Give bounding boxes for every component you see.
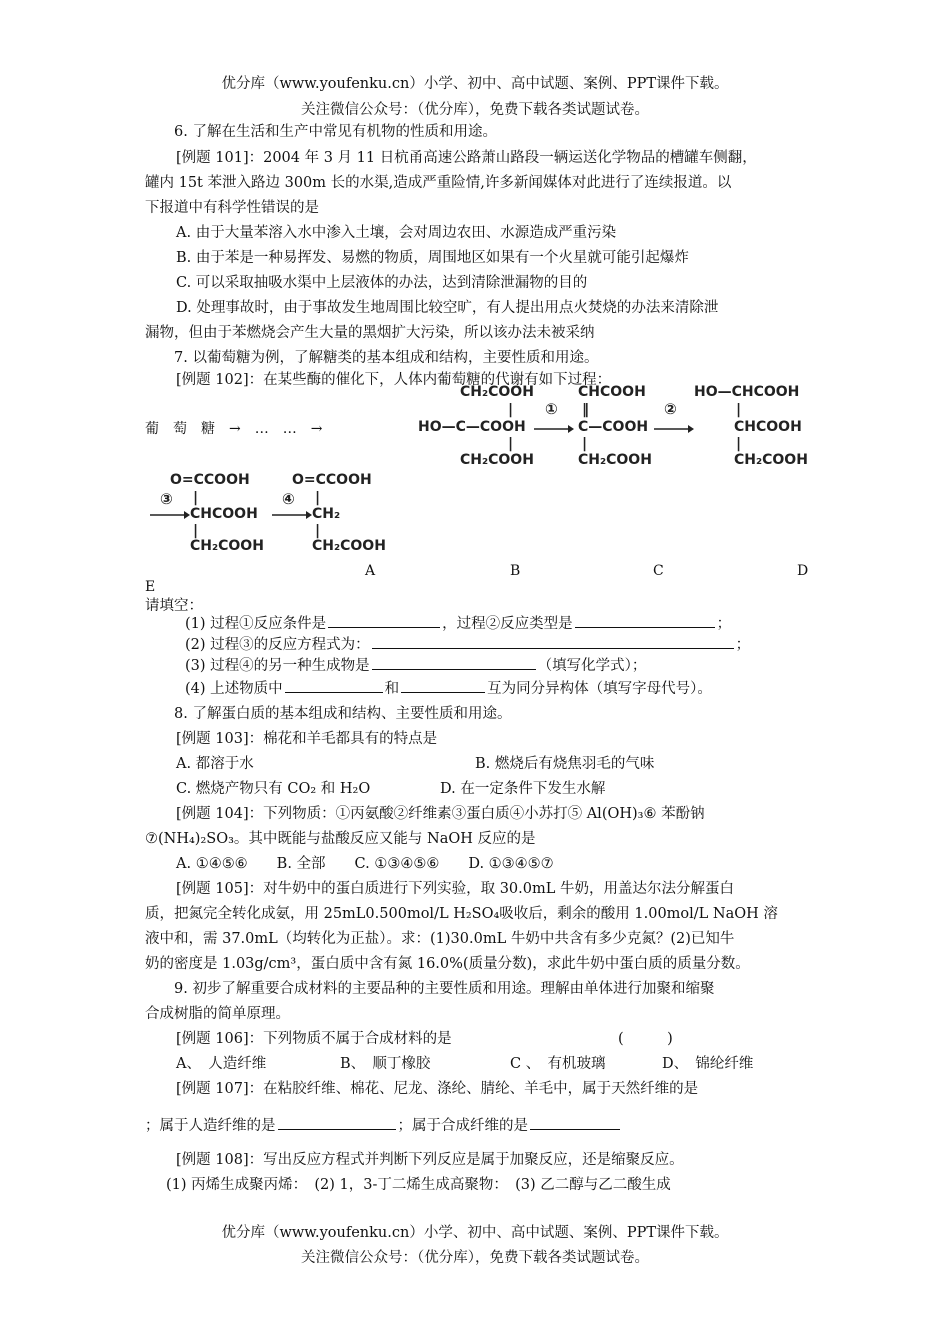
answer-blank-7[interactable] bbox=[278, 1115, 396, 1130]
q108-line-2: (1) 丙烯生成聚丙烯： (2) 1，3-丁二烯生成高聚物： (3) 乙二醇与乙二酸生成 bbox=[166, 1177, 671, 1193]
label-e: E bbox=[145, 579, 156, 595]
q102-part-4-text-c: 互为同分异构体（填写字母代号）。 bbox=[487, 681, 712, 697]
q103-option-a: A. 都溶于水 bbox=[176, 756, 254, 772]
step-1-circle: ① bbox=[545, 400, 558, 418]
q107-text-a: ；属于人造纤维的是 bbox=[145, 1118, 276, 1134]
q108-line-1: [例题 108]：写出反应方程式并判断下列反应是属于加聚反应，还是缩聚反应。 bbox=[176, 1152, 684, 1168]
q102-intro: [例题 102]：在某些酶的催化下，人体内葡萄糖的代谢有如下过程： bbox=[176, 372, 612, 388]
compound-a-bond-top: | bbox=[508, 402, 514, 418]
q106-option-d: D、 锦纶纤维 bbox=[662, 1056, 754, 1072]
q107-line-2 bbox=[145, 1115, 622, 1136]
q106-option-a: A、 人造纤维 bbox=[176, 1056, 267, 1072]
arrow-4-icon bbox=[272, 510, 312, 520]
compound-d-top: O=CCOOH bbox=[170, 472, 250, 488]
glucose-label: 葡 萄 糖 → … … → bbox=[145, 421, 323, 437]
compound-e-bond-top: | bbox=[315, 490, 321, 506]
section-7-title: 7. 以葡萄糖为例，了解糖类的基本组成和结构，主要性质和用途。 bbox=[174, 350, 599, 366]
label-d: D bbox=[797, 563, 809, 579]
section-6-title: 6. 了解在生活和生产中常见有机物的性质和用途。 bbox=[174, 124, 497, 140]
q102-part-1 bbox=[185, 613, 731, 634]
q102-part-1-text-c: ； bbox=[716, 616, 732, 632]
q102-part-3-text-a: (3) 过程④的另一种生成物是 bbox=[185, 658, 370, 674]
compound-d-bottom: CH₂COOH bbox=[190, 538, 264, 554]
q102-part-1-text-a: (1) 过程①反应条件是 bbox=[185, 616, 327, 632]
section-8-title: 8. 了解蛋白质的基本组成和结构、主要性质和用途。 bbox=[174, 706, 512, 722]
q106-option-b: B、 顺丁橡胶 bbox=[340, 1056, 431, 1072]
q102-part-3 bbox=[185, 655, 646, 676]
answer-blank-8[interactable] bbox=[530, 1115, 620, 1130]
footer-line-1: 优分库（www.youfenku.cn）小学、初中、高中试题、案例、PPT课件下载。 bbox=[221, 1225, 729, 1241]
header-line-2: 关注微信公众号：（优分库），免费下载各类试题试卷。 bbox=[301, 102, 649, 118]
header-line-1: 优分库（www.youfenku.cn）小学、初中、高中试题、案例、PPT课件下载。 bbox=[221, 76, 729, 92]
compound-a-bottom: CH₂COOH bbox=[460, 452, 534, 468]
compound-c-bond-bottom: | bbox=[736, 436, 742, 452]
compound-c-bond-top: | bbox=[736, 402, 742, 418]
q105-line-3: 液中和，需 37.0mL（均转化为正盐）。求：(1)30.0mL 牛奶中共含有多少克氮？(2)已知牛 bbox=[145, 931, 735, 947]
compound-b-center: C—COOH bbox=[578, 419, 649, 435]
q101-line-3: 下报道中有科学性错误的是 bbox=[145, 200, 319, 216]
compound-e-bond-bottom: | bbox=[315, 523, 321, 539]
compound-c-bottom: CH₂COOH bbox=[734, 452, 808, 468]
q102-part-4-text-a: (4) 上述物质中 bbox=[185, 681, 283, 697]
compound-a-center: HO—C—COOH bbox=[418, 419, 526, 435]
q102-part-1-text-b: ，过程②反应类型是 bbox=[442, 616, 573, 632]
q103-option-c: C. 燃烧产物只有 CO₂ 和 H₂O bbox=[176, 781, 371, 797]
q104-line-1: [例题 104]：下列物质：①丙氨酸②纤维素③蛋白质④小苏打⑤ Al(OH)₃⑥ 苯酚钠 bbox=[176, 806, 705, 822]
q102-part-3-text-b: （填写化学式）； bbox=[537, 658, 647, 674]
compound-e-top: O=CCOOH bbox=[292, 472, 372, 488]
q102-part-2 bbox=[185, 634, 750, 655]
q102-part-2-text-b: ； bbox=[735, 637, 751, 653]
q105-line-4: 奶的密度是 1.03g/cm³，蛋白质中含有氮 16.0%(质量分数)，求此牛奶中蛋白质的质量分数。 bbox=[145, 956, 750, 972]
step-2-circle: ② bbox=[664, 400, 677, 418]
section-9-line-2: 合成树脂的简单原理。 bbox=[145, 1006, 290, 1022]
compound-e-center: CH₂ bbox=[312, 506, 341, 522]
q104-line-2: ⑦(NH₄)₂SO₃。其中既能与盐酸反应又能与 NaOH 反应的是 bbox=[145, 831, 536, 847]
answer-blank-6[interactable] bbox=[401, 678, 485, 693]
answer-blank-4[interactable] bbox=[372, 655, 536, 670]
label-b: B bbox=[510, 563, 521, 579]
q105-line-1: [例题 105]：对牛奶中的蛋白质进行下列实验，取 30.0mL 牛奶，用盖达尔法分解蛋白 bbox=[176, 881, 734, 897]
compound-b-top: CHCOOH bbox=[578, 384, 646, 400]
step-3-circle: ③ bbox=[160, 490, 173, 508]
answer-blank-5[interactable] bbox=[285, 678, 383, 693]
q101-option-a: A. 由于大量苯溶入水中渗入土壤，会对周边农田、水源造成严重污染 bbox=[176, 225, 617, 241]
step-4-circle: ④ bbox=[282, 490, 295, 508]
q101-option-b: B. 由于苯是一种易挥发、易燃的物质，周围地区如果有一个火星就可能引起爆炸 bbox=[176, 250, 689, 266]
q103-option-b: B. 燃烧后有烧焦羽毛的气味 bbox=[475, 756, 655, 772]
answer-blank-1[interactable] bbox=[328, 613, 440, 628]
arrow-2-icon bbox=[654, 424, 694, 434]
compound-a-top: CH₂COOH bbox=[460, 384, 534, 400]
q106-answer-paren[interactable]: ( ) bbox=[618, 1031, 673, 1047]
q107-text-b: ；属于合成纤维的是 bbox=[397, 1118, 528, 1134]
compound-c-top: HO—CHCOOH bbox=[694, 384, 800, 400]
q105-line-2: 质，把氮完全转化成氨，用 25mL0.500mol/L H₂SO₄吸收后，剩余的酸用 1.00mol/L NaOH 溶 bbox=[145, 906, 778, 922]
q104-options: A. ①④⑤⑥ B. 全部 C. ①③④⑤⑥ D. ①③④⑤⑦ bbox=[176, 856, 554, 872]
arrow-1-icon bbox=[534, 424, 574, 434]
arrow-3-icon bbox=[150, 510, 190, 520]
q106-option-c: C 、 有机玻璃 bbox=[510, 1056, 606, 1072]
compound-c-center: CHCOOH bbox=[734, 419, 802, 435]
compound-b-double-bond: ‖ bbox=[582, 402, 589, 418]
compound-d-bond-bottom: | bbox=[193, 523, 199, 539]
footer-line-2: 关注微信公众号：（优分库），免费下载各类试题试卷。 bbox=[301, 1250, 649, 1266]
compound-d-center: CHCOOH bbox=[190, 506, 258, 522]
q103-stem: [例题 103]：棉花和羊毛都具有的特点是 bbox=[176, 731, 438, 747]
q102-fill-prompt: 请填空： bbox=[145, 598, 203, 614]
q107-line-1: [例题 107]：在粘胶纤维、棉花、尼龙、涤纶、腈纶、羊毛中，属于天然纤维的是 bbox=[176, 1081, 699, 1097]
compound-a-bond-bottom: | bbox=[508, 436, 514, 452]
answer-blank-3[interactable] bbox=[372, 634, 734, 649]
label-a: A bbox=[365, 563, 376, 579]
compound-b-bond-bottom: | bbox=[582, 436, 588, 452]
q103-option-d: D. 在一定条件下发生水解 bbox=[440, 781, 606, 797]
q102-part-4-text-b: 和 bbox=[384, 681, 400, 697]
compound-b-bottom: CH₂COOH bbox=[578, 452, 652, 468]
q101-line-1: [例题 101]：2004 年 3 月 11 日杭甬高速公路萧山路段一辆运送化学物品的槽罐车侧翻， bbox=[176, 150, 757, 166]
q101-option-c: C. 可以采取抽吸水渠中上层液体的办法，达到清除泄漏物的目的 bbox=[176, 275, 588, 291]
q101-line-2: 罐内 15t 苯泄入路边 300m 长的水渠,造成严重险情,许多新闻媒体对此进行了连续报道。以 bbox=[145, 175, 732, 191]
q102-part-4 bbox=[185, 678, 712, 699]
q102-part-2-text-a: (2) 过程③的反应方程式为： bbox=[185, 637, 370, 653]
compound-e-bottom: CH₂COOH bbox=[312, 538, 386, 554]
label-c: C bbox=[653, 563, 664, 579]
section-9-line-1: 9. 初步了解重要合成材料的主要品种的主要性质和用途。理解由单体进行加聚和缩聚 bbox=[174, 981, 715, 997]
q101-option-d-1: D. 处理事故时，由于事故发生地周围比较空旷，有人提出用点火焚烧的办法来清除泄 bbox=[176, 300, 719, 316]
q106-stem: [例题 106]：下列物质不属于合成材料的是 bbox=[176, 1031, 452, 1047]
q101-option-d-2: 漏物，但由于苯燃烧会产生大量的黑烟扩大污染，所以该办法未被采纳 bbox=[145, 325, 595, 341]
compound-d-bond-top: | bbox=[193, 490, 199, 506]
answer-blank-2[interactable] bbox=[575, 613, 715, 628]
